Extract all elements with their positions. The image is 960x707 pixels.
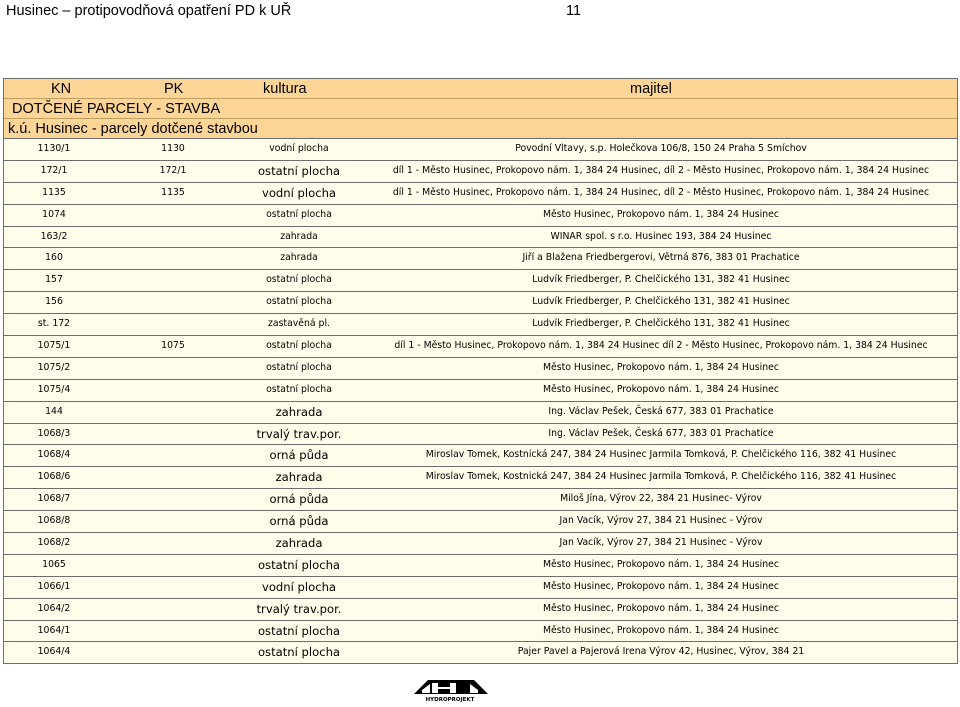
cell-pk bbox=[114, 555, 232, 576]
cell-majitel: Ludvík Friedberger, P. Chelčického 131, 382 41 Husinec bbox=[532, 318, 790, 330]
page-number: 11 bbox=[566, 3, 582, 19]
table-row bbox=[4, 445, 957, 467]
cell-kn: 1066/1 bbox=[37, 580, 71, 592]
cell-majitel: díl 1 - Město Husinec, Prokopovo nám. 1, 384 24 Husinec, díl 2 - Město Husinec, Prokopovo nám. 1, 384 24 Husinec bbox=[392, 186, 930, 198]
cell-majitel: Město Husinec, Prokopovo nám. 1, 384 24 Husinec bbox=[543, 602, 779, 614]
column-header-pk: PK bbox=[164, 81, 184, 97]
cell-majitel: Miroslav Tomek, Kostnická 247, 384 24 Husinec Jarmila Tomková, P. Chelčického 116, 382 41 Husinec bbox=[425, 471, 897, 483]
table-row bbox=[4, 183, 957, 205]
cell-kn: 144 bbox=[45, 405, 63, 417]
cell-majitel: Město Husinec, Prokopovo nám. 1, 384 24 Husinec bbox=[543, 624, 779, 636]
cell-kultura: ostatní plocha bbox=[266, 296, 332, 308]
table-row bbox=[4, 205, 957, 227]
table-row bbox=[4, 402, 957, 424]
cell-pk: 172/1 bbox=[159, 164, 187, 176]
cell-kn: 1068/3 bbox=[37, 427, 71, 439]
cell-pk bbox=[114, 292, 232, 313]
cell-pk bbox=[114, 511, 232, 532]
table-row bbox=[4, 533, 957, 555]
table-row bbox=[4, 642, 957, 664]
cell-pk bbox=[114, 248, 232, 269]
cell-majitel: Ing. Václav Pešek, Česká 677, 383 01 Prachatice bbox=[548, 427, 774, 439]
cell-pk bbox=[114, 467, 232, 488]
cell-kultura: zahrada bbox=[280, 230, 318, 242]
cell-kn: 1064/2 bbox=[37, 602, 71, 614]
cell-kultura: orná půda bbox=[269, 514, 329, 529]
cell-kn: st. 172 bbox=[37, 318, 71, 330]
cell-kultura: zahrada bbox=[275, 536, 323, 551]
cell-majitel: WINAR spol. s r.o. Husinec 193, 384 24 Husinec bbox=[550, 230, 772, 242]
cell-pk bbox=[114, 424, 232, 445]
cell-pk bbox=[114, 489, 232, 510]
table-row bbox=[4, 555, 957, 577]
cell-kn: 1065 bbox=[42, 558, 66, 570]
cell-pk bbox=[114, 402, 232, 423]
document-title: Husinec – protipovodňová opatření PD k UŘ bbox=[6, 3, 292, 19]
cell-majitel: Ludvík Friedberger, P. Chelčického 131, 382 41 Husinec bbox=[532, 274, 790, 286]
cell-kultura: ostatní plocha bbox=[266, 274, 332, 286]
cell-pk bbox=[114, 227, 232, 248]
column-header-kn: KN bbox=[51, 81, 72, 97]
cell-pk bbox=[114, 533, 232, 554]
cell-majitel: Město Husinec, Prokopovo nám. 1, 384 24 Husinec bbox=[543, 208, 779, 220]
cell-kn: 1064/1 bbox=[37, 624, 71, 636]
table-row bbox=[4, 336, 957, 358]
table-row bbox=[4, 467, 957, 489]
hydroprojekt-logo-icon bbox=[408, 676, 492, 702]
cell-kultura: zastavěná pl. bbox=[268, 318, 330, 330]
cell-kn: 172/1 bbox=[40, 164, 68, 176]
cell-kn: 1130/1 bbox=[37, 143, 71, 154]
cell-kn: 1068/4 bbox=[37, 449, 71, 461]
cell-kn: 1074 bbox=[42, 208, 66, 220]
cell-majitel: díl 1 - Město Husinec, Prokopovo nám. 1, 384 24 Husinec, díl 2 - Město Husinec, Prokopovo nám. 1, 384 24 Husinec bbox=[392, 164, 930, 176]
cell-pk: 1130 bbox=[161, 143, 185, 154]
cell-majitel: díl 1 - Město Husinec, Prokopovo nám. 1, 384 24 Husinec díl 2 - Město Husinec, Prokopovo nám. 1, 384 24 Husinec bbox=[394, 340, 928, 352]
table-row bbox=[4, 248, 957, 270]
cell-kn: 1075/1 bbox=[37, 340, 71, 352]
logo-text: HYDROPROJEKT bbox=[425, 697, 475, 702]
cell-pk bbox=[114, 270, 232, 291]
cell-kultura: vodní plocha bbox=[261, 185, 337, 200]
cell-kultura: orná půda bbox=[269, 492, 329, 507]
cell-kn: 1068/2 bbox=[37, 537, 71, 549]
table-header bbox=[4, 79, 957, 139]
cell-majitel: Město Husinec, Prokopovo nám. 1, 384 24 Husinec bbox=[543, 580, 779, 592]
cell-pk bbox=[114, 577, 232, 598]
cell-kn: 156 bbox=[45, 296, 63, 308]
cell-pk: 1135 bbox=[161, 186, 185, 198]
cell-kn: 1068/6 bbox=[37, 471, 71, 483]
cell-kultura: ostatní plocha bbox=[266, 340, 332, 352]
table-row bbox=[4, 380, 957, 402]
cell-majitel: Miroslav Tomek, Kostnická 247, 384 24 Husinec Jarmila Tomková, P. Chelčického 116, 382 41 Husinec bbox=[425, 449, 897, 461]
cell-majitel: Ing. Václav Pešek, Česká 677, 383 01 Prachatice bbox=[548, 405, 774, 417]
column-header-row bbox=[4, 79, 957, 99]
cell-kultura: trvalý trav.por. bbox=[256, 426, 342, 441]
cell-kn: 1068/8 bbox=[37, 515, 71, 527]
cell-kn: 1068/7 bbox=[37, 493, 71, 505]
cell-pk bbox=[114, 621, 232, 642]
column-header-majitel: majitel bbox=[630, 81, 672, 97]
cell-kn: 163/2 bbox=[40, 230, 68, 242]
table-body bbox=[4, 139, 957, 664]
cell-pk: 1075 bbox=[161, 340, 185, 352]
cell-pk bbox=[114, 314, 232, 335]
cell-majitel: Město Husinec, Prokopovo nám. 1, 384 24 Husinec bbox=[543, 383, 779, 395]
cell-kn: 1075/4 bbox=[37, 383, 71, 395]
table-row bbox=[4, 161, 957, 183]
cell-kultura: zahrada bbox=[280, 252, 318, 264]
cell-majitel: Pajer Pavel a Pajerová Irena Výrov 42, Husinec, Výrov, 384 21 bbox=[517, 646, 805, 658]
section-header-row bbox=[4, 99, 957, 119]
cell-majitel: Povodní Vltavy, s.p. Holečkova 106/8, 150 24 Praha 5 Smíchov bbox=[515, 143, 807, 154]
cell-majitel: Ludvík Friedberger, P. Chelčického 131, 382 41 Husinec bbox=[532, 296, 790, 308]
cell-kultura: vodní plocha bbox=[269, 143, 329, 154]
cell-pk bbox=[114, 380, 232, 401]
cell-pk bbox=[114, 599, 232, 620]
cell-kn: 1064/4 bbox=[37, 646, 71, 658]
table-row bbox=[4, 599, 957, 621]
cell-majitel: Miloš Jína, Výrov 22, 384 21 Husinec- Výrov bbox=[560, 493, 762, 505]
cell-kultura: ostatní plocha bbox=[266, 361, 332, 373]
cell-pk bbox=[114, 642, 232, 663]
cell-majitel: Město Husinec, Prokopovo nám. 1, 384 24 Husinec bbox=[543, 558, 779, 570]
table-row bbox=[4, 270, 957, 292]
hydroprojekt-logo bbox=[408, 676, 492, 702]
subsection-header-row bbox=[4, 119, 957, 139]
table-row bbox=[4, 577, 957, 599]
cell-kultura: orná půda bbox=[269, 448, 329, 463]
cell-kn: 157 bbox=[45, 274, 63, 286]
table-row bbox=[4, 489, 957, 511]
cell-majitel: Jan Vacík, Výrov 27, 384 21 Husinec - Výrov bbox=[559, 515, 763, 527]
parcel-table bbox=[3, 78, 958, 664]
table-row bbox=[4, 511, 957, 533]
table-row bbox=[4, 292, 957, 314]
cell-majitel: Jiří a Blažena Friedbergerovi, Větrná 876, 383 01 Prachatice bbox=[522, 252, 800, 264]
cell-kultura: ostatní plocha bbox=[266, 383, 332, 395]
cell-kn: 160 bbox=[45, 252, 63, 264]
table-row bbox=[4, 227, 957, 249]
table-row bbox=[4, 621, 957, 643]
table-row bbox=[4, 314, 957, 336]
column-header-kultura: kultura bbox=[263, 81, 307, 97]
cell-kultura: ostatní plocha bbox=[266, 208, 332, 220]
cell-kultura: trvalý trav.por. bbox=[256, 601, 342, 616]
cell-kultura: ostatní plocha bbox=[257, 645, 341, 660]
document-title-bar bbox=[0, 0, 960, 20]
cell-kultura: ostatní plocha bbox=[257, 623, 341, 638]
cell-kultura: vodní plocha bbox=[261, 579, 337, 594]
cell-majitel: Město Husinec, Prokopovo nám. 1, 384 24 Husinec bbox=[543, 361, 779, 373]
cell-kultura: ostatní plocha bbox=[257, 557, 341, 572]
cell-kultura: zahrada bbox=[275, 404, 323, 419]
table-row bbox=[4, 139, 957, 161]
section-title: DOTČENÉ PARCELY - STAVBA bbox=[12, 101, 221, 117]
table-row bbox=[4, 424, 957, 446]
cell-pk bbox=[114, 358, 232, 379]
cell-kultura: zahrada bbox=[275, 470, 323, 485]
subsection-title: k.ú. Husinec - parcely dotčené stavbou bbox=[8, 121, 258, 137]
cell-kn: 1135 bbox=[42, 186, 66, 198]
cell-majitel: Jan Vacík, Výrov 27, 384 21 Husinec - Výrov bbox=[559, 537, 763, 549]
cell-pk bbox=[114, 205, 232, 226]
table-row bbox=[4, 358, 957, 380]
cell-kultura: ostatní plocha bbox=[257, 163, 341, 178]
cell-pk bbox=[114, 445, 232, 466]
cell-kn: 1075/2 bbox=[37, 361, 71, 373]
